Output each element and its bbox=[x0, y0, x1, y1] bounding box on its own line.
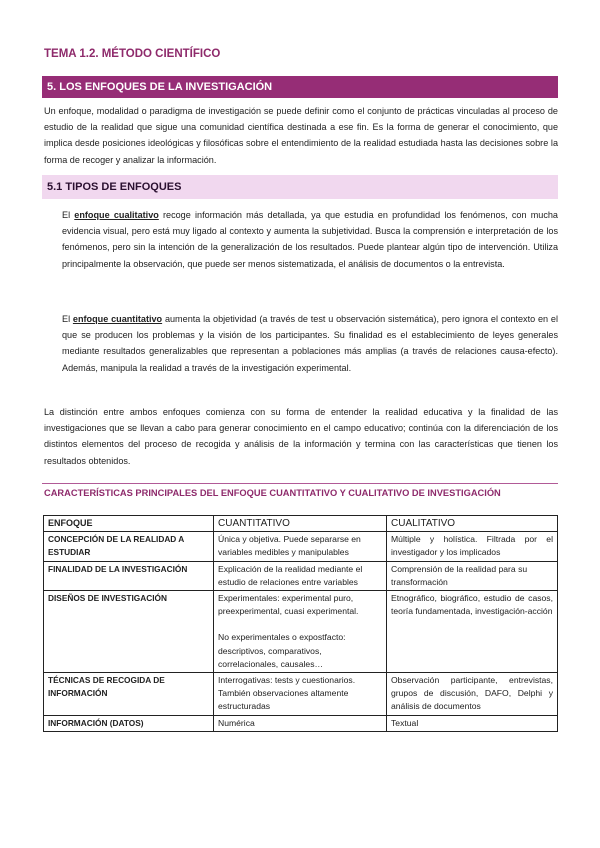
cell-cualitativo: Múltiple y holística. Filtrada por el investigador y los implicados bbox=[387, 532, 558, 561]
subsection-heading: 5.1 TIPOS DE ENFOQUES bbox=[42, 175, 558, 199]
table-row bbox=[44, 715, 558, 731]
row-label: INFORMACIÓN (DATOS) bbox=[44, 715, 214, 731]
cell-cuantitativo: Única y objetiva. Puede separarse en variables medibles y manipulables bbox=[214, 532, 387, 561]
bullet-text: aumenta la objetividad (a través de test u observación sistemática), pero ignora el contexto en el que se producen los problemas y la visión de los participantes. Su finalidad es el establecimiento de leyes generales mediante resultados generalizables que representan a poblaciones más amplias (a través de relaciones causa-efecto). Además, manipula la realidad a través de la investigación experimental. bbox=[62, 314, 558, 373]
comparison-table bbox=[43, 515, 558, 732]
bullet-item-cualitativo bbox=[62, 207, 558, 272]
keyword-enfoque-cuantitativo: enfoque cuantitativo bbox=[72, 314, 163, 324]
cell-text: Experimentales: experimental puro, preexperimental, cuasi experimental. bbox=[218, 593, 359, 617]
section-intro-paragraph: Un enfoque, modalidad o paradigma de investigación se puede definir como el conjunto de prácticas vinculadas al proceso de estudio de la realidad que sigue una comunidad científica destinada a ese fin. Es la forma de generar el conocimiento, que implica desde posiciones ideológicas y filosóficas sobre el entendimiento de la realidad estudiada hasta las decisiones sobre la forma de recoger y analizar la información. bbox=[44, 106, 558, 165]
table-row bbox=[44, 591, 558, 673]
table-row bbox=[44, 532, 558, 561]
table-title: CARACTERÍSTICAS PRINCIPALES DEL ENFOQUE CUANTITATIVO Y CUALITATIVO DE INVESTIGACIÓN bbox=[44, 488, 501, 498]
cell-cuantitativo: Explicación de la realidad mediante el estudio de relaciones entre variables bbox=[214, 561, 387, 590]
cell-cualitativo: Observación participante, entrevistas, grupos de discusión, DAFO, Delphi y análisis de documentos bbox=[387, 673, 558, 716]
row-label: FINALIDAD DE LA INVESTIGACIÓN bbox=[44, 561, 214, 590]
header-cuantitativo: CUANTITATIVO bbox=[214, 516, 387, 532]
bullet-prefix: El bbox=[62, 314, 73, 324]
cell-cuantitativo bbox=[214, 591, 387, 673]
cell-cuantitativo: Numérica bbox=[214, 715, 387, 731]
bullet-text: recoge información más detallada, ya que estudia en profundidad los fenómenos, con mucha evidencia visual, pero está muy ligado al contexto y aumenta la subjetividad. Busca la comprensión e interpretación de los fenómenos, pero sin la intención de la generalización de los resultados. Puede plantear algún tipo de intervención. Utiliza principalmente la observación, que puede ser menos sistematizada, el análisis de documentos o la entrevista. bbox=[62, 210, 558, 269]
bullet-prefix: El bbox=[62, 210, 75, 220]
row-label: CONCEPCIÓN DE LA REALIDAD A ESTUDIAR bbox=[44, 532, 214, 561]
row-label: TÉCNICAS DE RECOGIDA DE INFORMACIÓN bbox=[44, 673, 214, 716]
header-enfoque: ENFOQUE bbox=[44, 516, 214, 532]
row-label: DISEÑOS DE INVESTIGACIÓN bbox=[44, 591, 214, 673]
cell-cualitativo: Textual bbox=[387, 715, 558, 731]
closing-paragraph: La distinción entre ambos enfoques comienza con su forma de entender la realidad educativa y la finalidad de las investigaciones que se llevan a cabo para generar conocimiento en el campo educativo; continúa con la diferenciación de los distintos elementos del proceso de recogida y análisis de la información y termina con las características que tienen los resultados obtenidos. bbox=[44, 407, 558, 466]
table-divider bbox=[42, 483, 558, 484]
keyword-enfoque-cualitativo: enfoque cualitativo bbox=[74, 210, 159, 220]
header-cualitativo: CUALITATIVO bbox=[387, 516, 558, 532]
topic-title: TEMA 1.2. MÉTODO CIENTÍFICO bbox=[44, 48, 221, 60]
cell-text: No experimentales o expostfacto: descriptivos, comparativos, correlacionales, causales… bbox=[218, 632, 346, 669]
table-row bbox=[44, 561, 558, 590]
cell-cuantitativo: Interrogativas: tests y cuestionarios. También observaciones altamente estructuradas bbox=[214, 673, 387, 716]
cell-cualitativo: Etnográfico, biográfico, estudio de casos, teoría fundamentada, investigación-acción bbox=[387, 591, 558, 673]
cell-cualitativo: Comprensión de la realidad para su transformación bbox=[387, 561, 558, 590]
section-heading: 5. LOS ENFOQUES DE LA INVESTIGACIÓN bbox=[42, 76, 558, 98]
table-row bbox=[44, 673, 558, 716]
bullet-item-cuantitativo bbox=[62, 311, 558, 376]
table-header-row bbox=[44, 516, 558, 532]
